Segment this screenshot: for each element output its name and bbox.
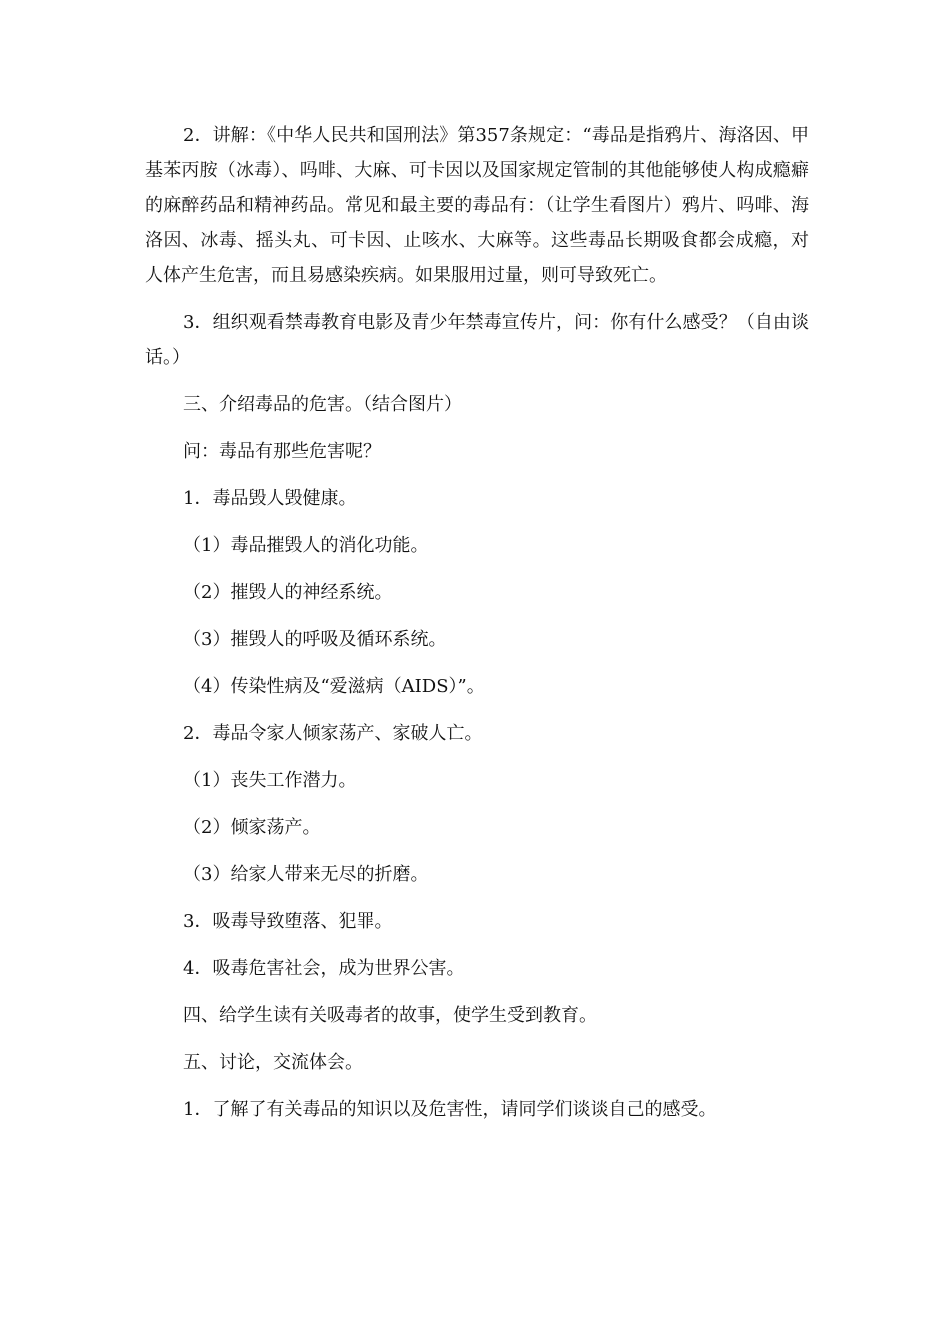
section-heading-harms: 三、介绍毒品的危害。（结合图片） (183, 394, 462, 415)
sub-item-work: （1）丧失工作潜力。 (183, 770, 357, 791)
list-item-feelings: 1．了解了有关毒品的知识以及危害性，请同学们谈谈自己的感受。 (183, 1099, 717, 1120)
paragraph-watch-film: 3．组织观看禁毒教育电影及青少年禁毒宣传片，问：你有什么感受？（自由谈话。） (145, 312, 809, 368)
list-item-health: 1．毒品毁人毁健康。 (183, 488, 357, 509)
paragraph-question: 问：毒品有那些危害呢？ (183, 441, 381, 462)
list-item-crime: 3．吸毒导致堕落、犯罪。 (183, 911, 393, 932)
sub-item-respiratory: （3）摧毁人的呼吸及循环系统。 (183, 629, 447, 650)
sub-item-bankrupt: （2）倾家荡产。 (183, 817, 321, 838)
sub-item-digestion: （1）毒品摧毁人的消化功能。 (183, 535, 429, 556)
sub-item-torment: （3）给家人带来无尽的折磨。 (183, 864, 429, 885)
section-heading-discussion: 五、讨论，交流体会。 (183, 1052, 363, 1073)
sub-item-aids: （4）传染性病及“爱滋病（AIDS）”。 (183, 676, 485, 697)
sub-item-nervous: （2）摧毁人的神经系统。 (183, 582, 393, 603)
list-item-family: 2．毒品令家人倾家荡产、家破人亡。 (183, 723, 483, 744)
document-page (145, 118, 809, 1139)
list-item-society: 4．吸毒危害社会，成为世界公害。 (183, 958, 465, 979)
paragraph-explanation: 2．讲解：《中华人民共和国刑法》第357条规定：“毒品是指鸦片、海洛因、甲基苯丙胺（冰毒）、吗啡、大麻、可卡因以及国家规定管制的其他能够使人构成瘾癖的麻醉药品和精神药品。常见和最主要的毒品有：（让学生看图片）鸦片、吗啡、海洛因、冰毒、摇头丸、可卡因、止咳水、大麻等。这些毒品长期吸食都会成瘾，对人体产生危害，而且易感染疾病。如果服用过量，则可导致死亡。 (145, 125, 809, 286)
section-heading-story: 四、给学生读有关吸毒者的故事，使学生受到教育。 (183, 1005, 597, 1026)
